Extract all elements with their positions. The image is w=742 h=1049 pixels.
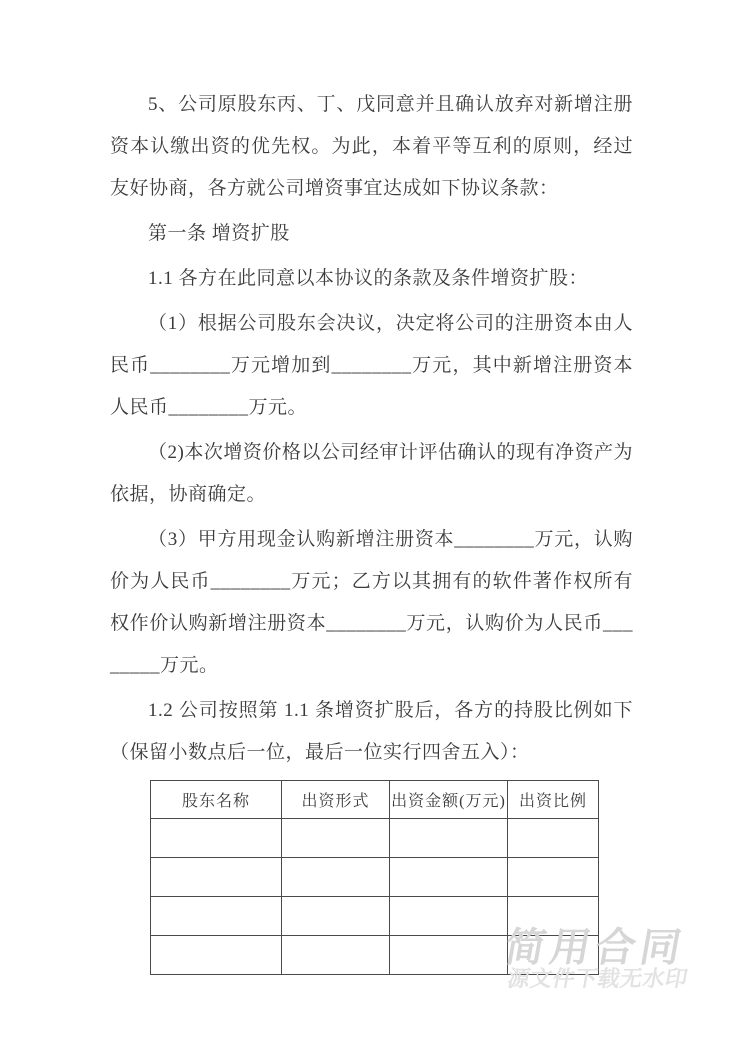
table-cell (282, 858, 390, 897)
table-header-contribution-amount: 出资金额(万元) (390, 781, 508, 819)
watermark-title: 简用合同 (501, 926, 690, 970)
table-cell (390, 858, 508, 897)
table-cell (282, 897, 390, 936)
table-cell (282, 819, 390, 858)
table-cell (390, 819, 508, 858)
document-content (110, 84, 633, 975)
table-cell (151, 819, 282, 858)
paragraph-1-2: 1.2 公司按照第 1.1 条增资扩股后，各方的持股比例如下（保留小数点后一位，最后一位实行四舍五入）： (110, 700, 633, 763)
table-header-shareholder-name: 股东名称 (151, 781, 282, 819)
table-header-row (151, 781, 599, 819)
table-header-contribution-ratio: 出资比例 (508, 781, 599, 819)
paragraph-1-1: 1.1 各方在此同意以本协议的条款及条件增资扩股： (148, 268, 589, 289)
table-cell (282, 936, 390, 975)
paragraph-1-1-item-3: （3）甲方用现金认购新增注册资本________万元，认购价为人民币________万元；乙方以其拥有的软件著作权所有权作价认购新增注册资本________万元，认购价为人民币________万元。 (110, 529, 633, 676)
table-cell (508, 819, 599, 858)
table-cell (151, 897, 282, 936)
table-cell (151, 858, 282, 897)
table-header-contribution-form: 出资形式 (282, 781, 390, 819)
table-cell (390, 897, 508, 936)
table-cell (508, 858, 599, 897)
table-cell (151, 936, 282, 975)
paragraph-1-1-item-2: （2)本次增资价格以公司经审计评估确认的现有净资产为依据，协商确定。 (110, 442, 633, 505)
heading-article-1: 第一条 增资扩股 (148, 223, 290, 244)
table-row (151, 819, 599, 858)
paragraph-clause-5: 5、公司原股东丙、丁、戊同意并且确认放弃对新增注册资本认缴出资的优先权。为此，本着平等互利的原则，经过友好协商，各方就公司增资事宜达成如下协议条款： (110, 94, 633, 199)
paragraph-1-1-item-1: （1）根据公司股东会决议，决定将公司的注册资本由人民币________万元增加到________万元，其中新增注册资本人民币________万元。 (110, 313, 633, 418)
watermark-subtitle: 源文件下载无水印 (505, 966, 691, 991)
table-cell (390, 936, 508, 975)
table-row (151, 858, 599, 897)
